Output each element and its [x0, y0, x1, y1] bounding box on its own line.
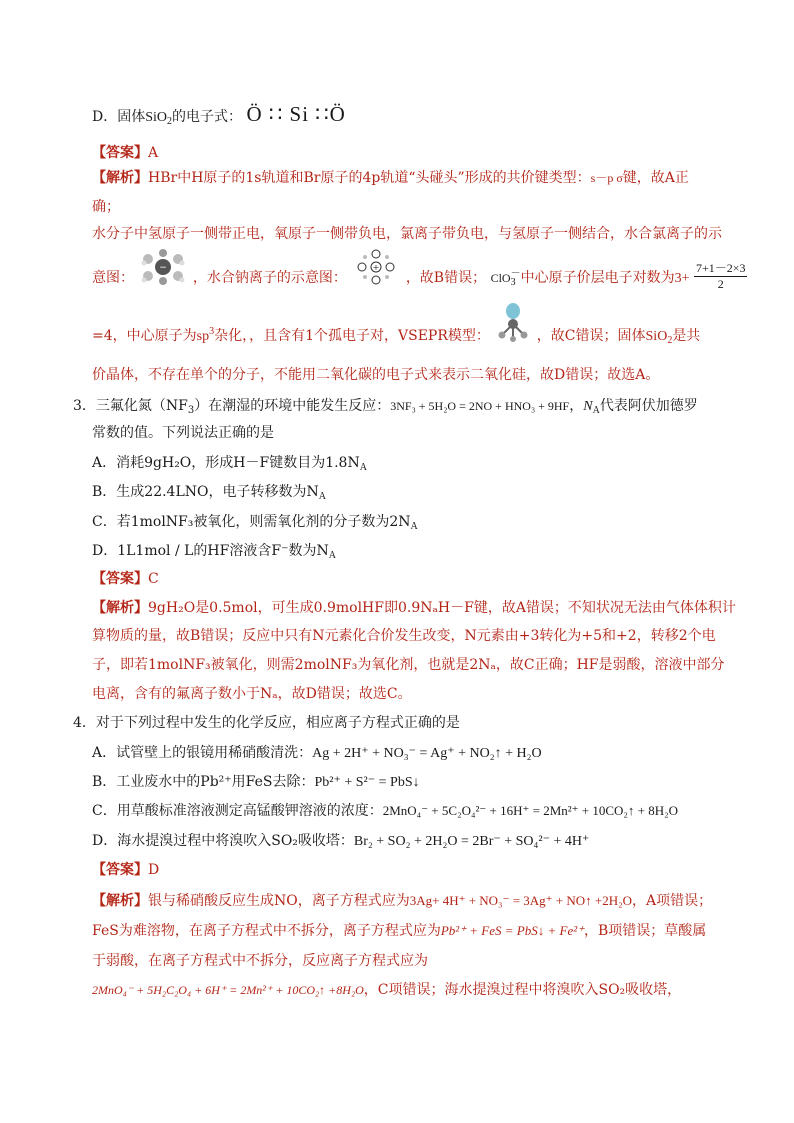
analysis-equation: Pb²⁺ + FeS = PbS↓ + Fe²⁺ — [440, 923, 584, 938]
q3-analysis-line-3 — [92, 655, 725, 675]
q3-option-c — [92, 512, 418, 537]
chlorate-formula: ClO — [490, 271, 511, 285]
q3-option-b — [92, 482, 326, 507]
analysis-text: 9gH₂O是0.5mol，可生成0.9molHF即0.9NₐH－F键，故A错误；不知状况无法由气体体积计 — [148, 600, 736, 616]
analysis-bond-type: s－p σ — [590, 171, 623, 185]
q2-analysis-line-3 — [92, 224, 722, 244]
option-a-sub: A — [359, 462, 367, 473]
valence-fraction — [694, 261, 748, 292]
q3-analysis-line-2 — [92, 626, 716, 646]
q3-analysis-line-1 — [92, 598, 736, 618]
q2-analysis-line-6 — [92, 365, 659, 385]
q4-analysis-line-1 — [92, 891, 712, 911]
analysis-tag: 【解析】 — [92, 600, 148, 616]
option-d-equation: Br₂ + SO₂ + 2H₂O = 2Br⁻ + SO₄²⁻ + 4H⁺ — [353, 834, 590, 849]
analysis-equation: 2MnO₄⁻ + 5H₂C₂O₄ + 6H⁺ = 2Mn²⁺ + 10CO₂↑ +8H₂O — [92, 983, 364, 997]
q2-analysis-line-1 — [92, 168, 689, 188]
hydrated-sodium-diagram — [353, 249, 399, 291]
fraction-denominator: 2 — [717, 276, 724, 291]
option-c-sub: A — [410, 521, 418, 532]
chlorate-sup: － — [510, 268, 521, 279]
option-b-equation: Pb²⁺ + S²⁻ = PbS↓ — [314, 775, 420, 790]
sio2-sub: 2 — [667, 335, 673, 346]
option-c-text: C．若1molNF₃被氧化，则需氧化剂的分子数为2N — [92, 514, 411, 530]
analysis-text: ，B项错误；草酸属 — [583, 923, 707, 939]
vsepr-model-diagram — [498, 302, 528, 348]
q3-stem: 常数的值。下列说法正确的是 — [92, 425, 274, 441]
q3-option-a — [92, 453, 367, 478]
q2-optd-suffix: 的电子式： — [172, 109, 243, 125]
lewis-dots2: ∷ — [315, 102, 330, 126]
q2-answer — [92, 143, 158, 163]
option-c-equation: 2MnO₄⁻ + 5C₂O₄²⁻ + 16H⁺ = 2Mn²⁺ + 10CO₂↑ + 8H₂O — [382, 803, 679, 818]
q4-answer — [92, 860, 159, 880]
answer-tag: 【答案】 — [92, 145, 148, 161]
q3-stem-line-2 — [92, 423, 274, 443]
q3-stem-sub: 3 — [187, 405, 195, 416]
hybridization-sup: 3 — [209, 326, 215, 337]
answer-tag: 【答案】 — [92, 571, 148, 587]
analysis-tag: 【解析】 — [92, 170, 148, 186]
analysis-text: FeS为难溶物，在离子方程式中不拆分，离子方程式应为 — [92, 923, 441, 939]
analysis-equation: 3Ag+ 4H⁺ + NO₃⁻ = 3Ag⁺ + NO↑ +2H₂O — [409, 893, 633, 908]
option-b-text: B．工业废水中的Pb²⁺用FeS去除： — [92, 774, 315, 790]
q3-stem: 代表阿伏加德罗 — [599, 398, 698, 414]
q2-optd-sub: 2 — [167, 116, 173, 127]
option-a-equation: Ag + 2H⁺ + NO₃⁻ = Ag⁺ + NO₂↑ + H₂O — [312, 746, 542, 761]
analysis-text: 键，故A正 — [622, 170, 689, 186]
question-number: 3． — [73, 398, 96, 414]
analysis-text: 价晶体，不存在单个的分子，不能用二氧化碳的电子式来表示二氧化硅，故D错误；故选A。 — [92, 367, 660, 383]
option-c-text: C．用草酸标准溶液测定高锰酸钾溶液的浓度： — [92, 803, 383, 819]
q2-analysis-line-5 — [92, 322, 700, 351]
q2-optd-formula: SiO — [145, 110, 168, 125]
analysis-text: 是共 — [672, 328, 701, 344]
analysis-text: 杂化，，且含有1个孤电子对，VSEPR模型： — [214, 328, 490, 344]
lewis-structure — [246, 102, 345, 126]
option-d-text: D．海水提溴过程中将溴吹入SO₂吸收塔： — [92, 833, 354, 849]
q2-analysis-line-4 — [92, 260, 747, 293]
q3-stem-line-1 — [73, 396, 698, 421]
q4-option-d — [92, 831, 589, 852]
analysis-text: 子，即若1molNF₃被氧化，则需2molNF₃为氧化剂，也就是2Nₐ，故C正确；HF是弱酸，溶液中部分 — [92, 657, 725, 673]
answer-value: C — [148, 571, 159, 587]
hybridization: sp — [196, 329, 210, 344]
option-a-text: A．消耗9gH₂O，形成H－F键数目为1.8N — [92, 455, 360, 471]
analysis-text: =4，中心原子为 — [92, 328, 197, 344]
analysis-text: ，故B错误； — [405, 270, 487, 286]
option-d-sub: A — [328, 550, 336, 561]
question-number: 4． — [73, 715, 96, 731]
q4-analysis-line-4 — [92, 980, 681, 1000]
analysis-text: 3+ — [674, 271, 690, 286]
lewis-dots1: ∷ — [268, 102, 284, 126]
q3-option-d — [92, 541, 336, 566]
q3-stem: 三氟化氮（NF — [95, 398, 188, 414]
avogadro-symbol: N — [583, 399, 593, 414]
analysis-text: ，水合钠离子的示意图： — [192, 270, 347, 286]
q3-answer — [92, 569, 159, 589]
q3-analysis-line-4 — [92, 684, 412, 704]
q2-optd-prefix: D．固体 — [92, 109, 146, 125]
avogadro-sub: A — [592, 405, 600, 416]
analysis-text: 中心原子价层电子对数为 — [520, 270, 675, 286]
lewis-o1: Ö — [246, 102, 263, 126]
q4-analysis-line-2 — [92, 921, 706, 941]
q4-option-c — [92, 801, 678, 821]
q3-stem: ， — [569, 398, 584, 414]
analysis-text: 算物质的量，故B错误；反应中只有N元素化合价发生改变，N元素由+3转化为+5和+2，转移2个电 — [92, 628, 716, 644]
q3-equation: 3NF₃ + 5H₂O = 2NO + HNO₃ + 9HF — [390, 399, 570, 413]
analysis-text: 电离，含有的氟离子数小于Nₐ，故D错误；故选C。 — [92, 686, 412, 702]
lewis-o2: Ö — [329, 102, 346, 126]
q4-option-b — [92, 772, 420, 793]
q2-option-d — [92, 104, 346, 132]
analysis-text: 水分子中氢原子一侧带正电，氧原子一侧带负电，氯离子带负电，与氢原子一侧结合，水合氯离子的示 — [92, 226, 722, 242]
option-b-text: B．生成22.4LNO，电子转移数为N — [92, 484, 319, 500]
analysis-text: ，故C错误；固体 — [536, 328, 646, 344]
fraction-numerator: 7+1－2×3 — [695, 260, 746, 275]
q4-option-a — [92, 743, 542, 764]
answer-value: D — [148, 862, 160, 878]
q4-stem — [73, 713, 460, 733]
answer-tag: 【答案】 — [92, 862, 148, 878]
svg-text:+: + — [373, 263, 380, 272]
option-d-text: D．1L1mol / L的HF溶液含F⁻数为N — [92, 543, 329, 559]
lewis-si: Si — [289, 102, 310, 126]
option-a-text: A．试管壁上的银镜用稀硝酸清洗： — [92, 745, 313, 761]
q4-stem-text: 对于下列过程中发生的化学反应，相应离子方程式正确的是 — [95, 715, 460, 731]
analysis-text: 确； — [92, 199, 120, 215]
analysis-text: 银与稀硝酸反应生成NO，离子方程式应为 — [148, 893, 410, 909]
option-b-sub: A — [318, 491, 326, 502]
hydrated-chloride-diagram — [140, 249, 186, 291]
q2-analysis-line-2 — [92, 197, 120, 217]
analysis-text: 于弱酸，在离子方程式中不拆分，反应离子方程式应为 — [92, 953, 428, 969]
svg-text:−: − — [159, 263, 168, 273]
answer-value: A — [148, 145, 159, 161]
sio2-formula: SiO — [645, 329, 668, 344]
q4-analysis-line-3 — [92, 951, 428, 971]
analysis-text: ，C项错误；海水提溴过程中将溴吹入SO₂吸收塔， — [363, 982, 682, 998]
analysis-text: 意图： — [92, 270, 134, 286]
chlorate-sub: 3 — [510, 277, 516, 288]
analysis-tag: 【解析】 — [92, 893, 148, 909]
analysis-text: ，A项错误； — [632, 893, 713, 909]
q3-stem: ）在潮湿的环境中能发生反应： — [194, 398, 391, 414]
analysis-text: HBr中H原子的1s轨道和Br原子的4p轨道“头碰头”形成的共价键类型： — [148, 170, 591, 186]
